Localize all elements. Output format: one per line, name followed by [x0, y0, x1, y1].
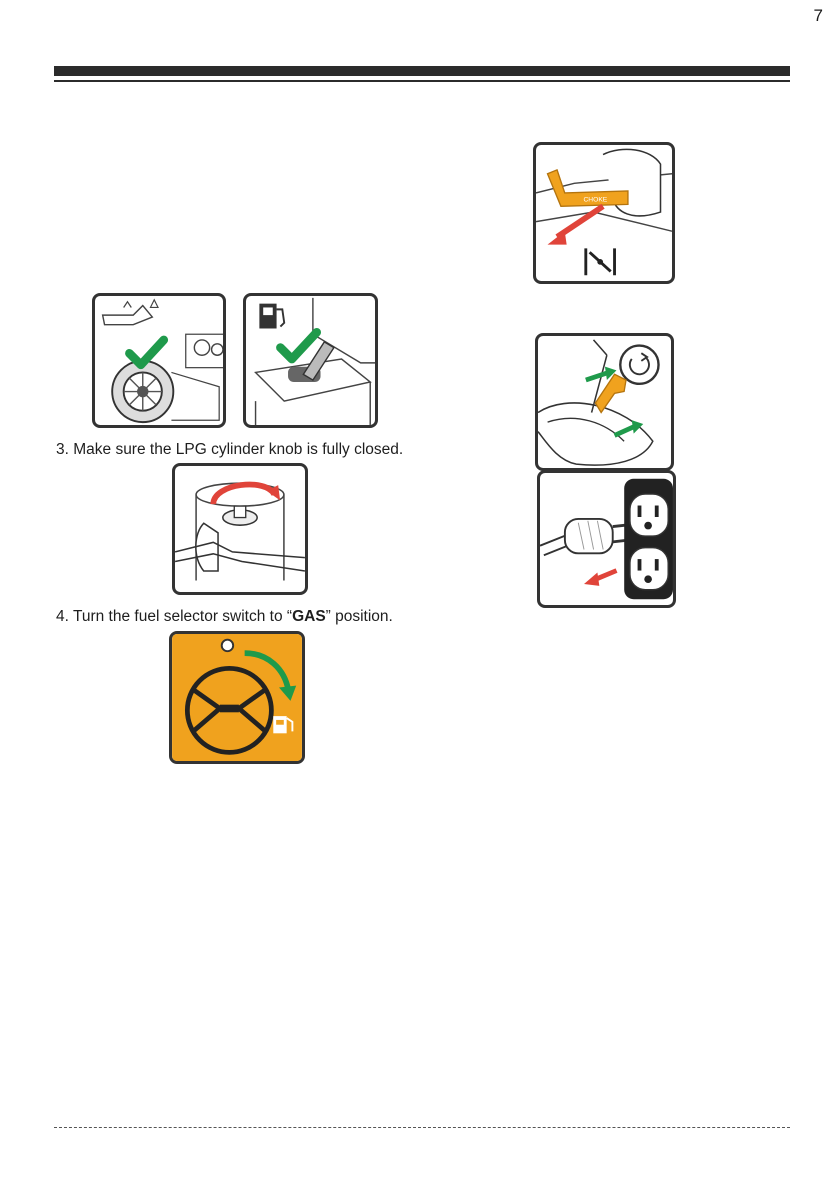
rotate-icon	[630, 357, 649, 374]
lpg-knob-illustration	[172, 463, 308, 595]
check-icon	[129, 340, 163, 365]
fuel-pump-icon	[259, 304, 276, 329]
page-number: 7	[813, 6, 823, 25]
fuel-selector-illustration	[169, 631, 305, 764]
fuel-check-illustration	[243, 293, 378, 428]
step-4-text-prefix: 4. Turn the fuel selector switch to “	[56, 608, 293, 625]
arrow-left-icon	[584, 572, 599, 585]
choke-lever-illustration	[533, 142, 675, 284]
arrow-right-icon	[632, 420, 643, 433]
step-3-instruction: 3. Make sure the LPG cylinder knob is fully closed.	[56, 441, 404, 458]
header-rule	[54, 80, 790, 82]
header-bar	[54, 66, 790, 76]
unplug-cord-illustration	[537, 470, 676, 608]
step-4-text-suffix: ” position.	[325, 608, 393, 625]
off-position-icon	[222, 640, 233, 651]
arrow-left-icon	[547, 231, 566, 244]
oil-check-illustration	[92, 293, 226, 428]
footer-rule	[54, 1127, 790, 1128]
choke-lever-label: CHOKE	[583, 196, 608, 204]
fuel-pump-icon	[273, 716, 286, 733]
check-icon	[280, 332, 316, 359]
recoil-start-illustration	[535, 333, 674, 471]
step-4-instruction	[56, 608, 393, 626]
step-4-emphasis: GAS	[292, 608, 326, 625]
